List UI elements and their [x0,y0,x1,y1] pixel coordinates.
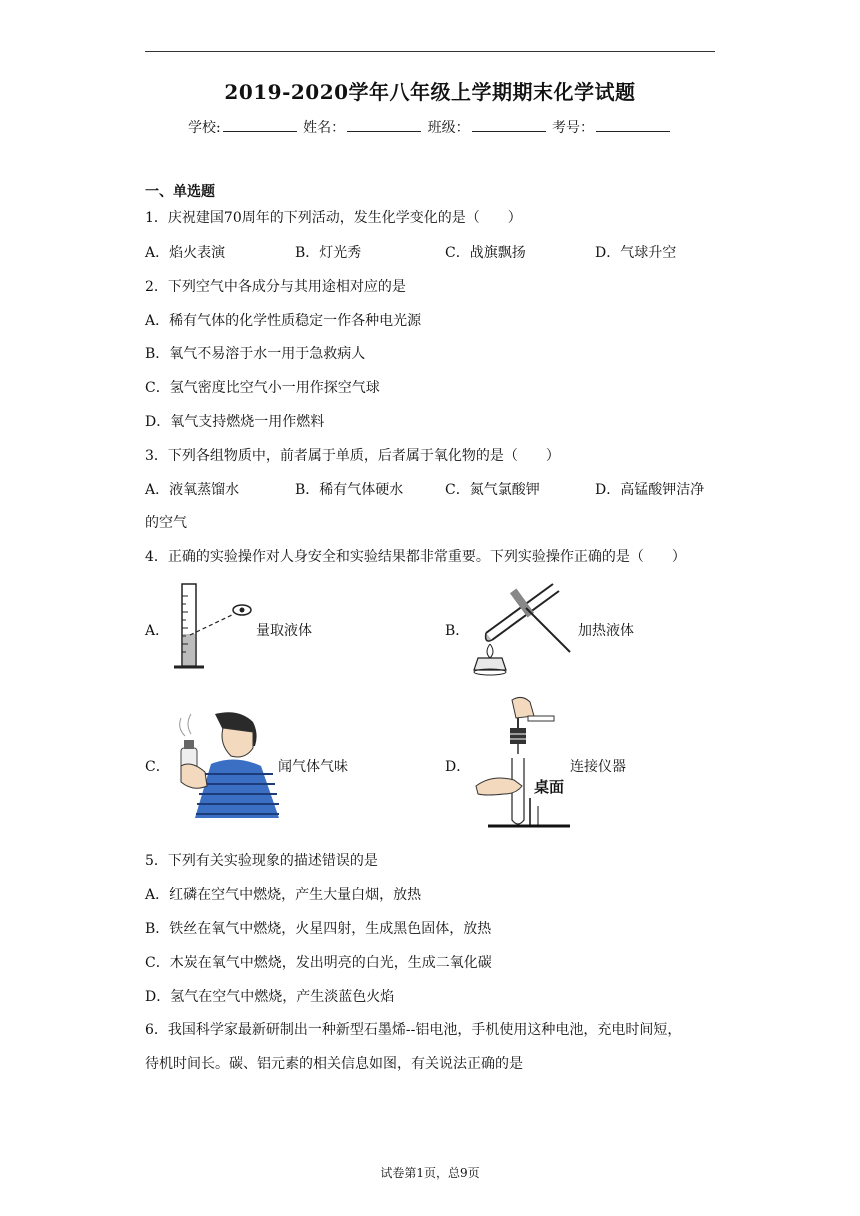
q3-option-b: B．稀有气体硬水 [295,482,404,498]
q6-line-1: 6．我国科学家最新研制出一种新型石墨烯--铝电池，手机使用这种电池，充电时间短， [145,1022,682,1038]
connecting-apparatus-figure [476,694,572,832]
q5-option-b: B．铁丝在氧气中燃烧，火星四射，生成黑色固体，放热 [145,921,492,937]
q4-option-c-letter: C． [145,759,170,775]
section-heading: 一、单选题 [145,184,215,200]
exam-title: 2019-2020学年八年级上学期期末化学试题 [224,80,636,104]
page-footer: 试卷第1页，总9页 [380,1166,480,1180]
q6-line-2: 待机时间长。碳、铝元素的相关信息如图，有关说法正确的是 [145,1056,523,1072]
class-blank[interactable] [472,119,546,132]
q1-option-d: D．气球升空 [595,245,677,261]
q5-option-d: D．氢气在空气中燃烧，产生淡蓝色火焰 [145,989,395,1005]
graduated-cylinder-figure [170,578,270,674]
q2-option-d: D．氧气支持燃烧一用作燃料 [145,414,325,430]
q5-option-a: A．红磷在空气中燃烧，产生大量白烟，放热 [145,887,422,903]
q3-option-c: C．氮气氯酸钾 [445,482,540,498]
exam-number-label: 考号： [552,120,595,136]
name-blank[interactable] [347,119,421,132]
q5-option-c: C．木炭在氧气中燃烧，发出明亮的白光，生成二氧化碳 [145,955,492,971]
q2-option-a: A．稀有气体的化学性质稳定一作各种电光源 [145,313,422,329]
q4-option-a-letter: A． [145,623,170,639]
q4-stem: 4．正确的实验操作对人身安全和实验结果都非常重要。下列实验操作正确的是（ ） [145,549,686,565]
q4-option-d-letter: D． [445,759,471,775]
exam-number-blank[interactable] [596,119,670,132]
q2-option-b: B．氧气不易溶于水一用于急救病人 [145,346,366,362]
q2-stem: 2．下列空气中各成分与其用途相对应的是 [145,279,406,295]
q4-option-a-caption: 量取液体 [256,623,312,639]
name-label: 姓名： [303,120,346,136]
q1-option-b: B．灯光秀 [295,245,362,261]
q4-option-b-letter: B． [445,623,470,639]
desk-surface-label: 桌面 [534,778,565,796]
q4-option-c-caption: 闻气体气味 [278,759,348,775]
q3-stem: 3．下列各组物质中，前者属于单质，后者属于氧化物的是（ ） [145,448,560,464]
class-label: 班级： [427,120,470,136]
heating-liquid-figure [468,578,578,678]
q1-stem: 1．庆祝建国70周年的下列活动，发生化学变化的是（ ） [145,210,522,226]
student-info-line [0,117,860,137]
q3-option-a: A．液氧蒸馏水 [145,482,240,498]
header-rule [145,51,715,52]
q1-option-a: A．焰火表演 [145,245,226,261]
q1-option-c: C．战旗飘扬 [445,245,526,261]
school-blank[interactable] [223,119,297,132]
q2-option-c: C．氢气密度比空气小一用作探空气球 [145,380,380,396]
smelling-gas-figure [175,706,281,818]
q4-option-d-caption: 连接仪器 [570,759,626,775]
q3-option-d: D．高锰酸钾洁净 [595,482,705,498]
school-label: 学校: [187,120,221,136]
q4-option-b-caption: 加热液体 [578,623,634,639]
q5-stem: 5．下列有关实验现象的描述错误的是 [145,853,378,869]
q3-continuation: 的空气 [145,515,187,531]
